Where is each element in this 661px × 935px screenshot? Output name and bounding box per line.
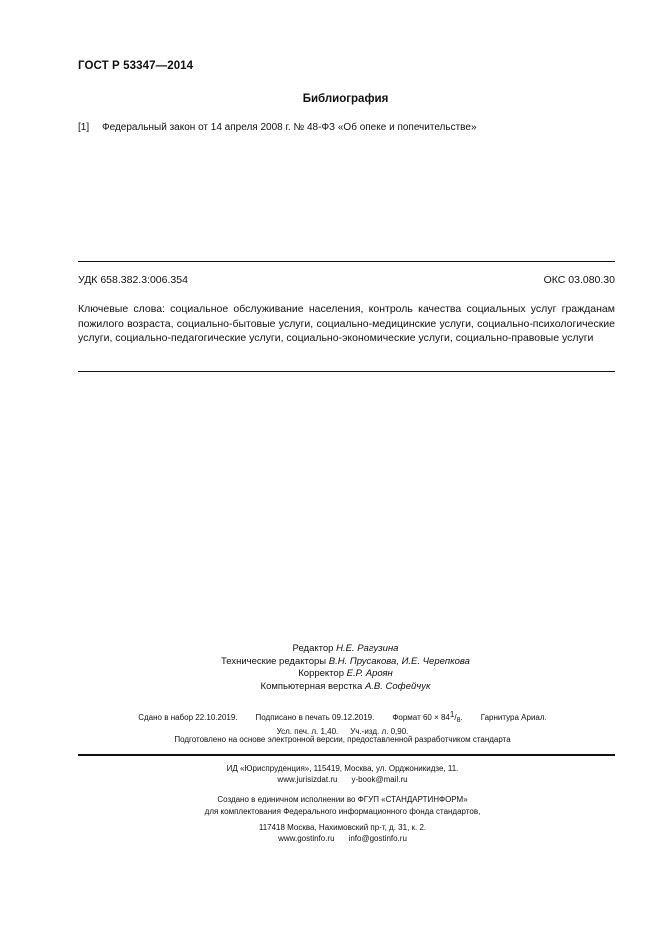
credits-block bbox=[0, 643, 661, 694]
imprint-line-1 bbox=[12, 709, 661, 726]
credit-editor: Редактор Н.Е. Рагузина bbox=[292, 643, 399, 654]
bibliography-item-number: [1] bbox=[78, 122, 90, 133]
standartinform-contacts bbox=[12, 833, 661, 844]
standartinform-website-link[interactable]: www.gostinfo.ru bbox=[278, 834, 335, 843]
corrector-name: Е.Р. Ароян bbox=[346, 668, 393, 680]
credit-corrector: Корректор Е.Р. Ароян bbox=[298, 668, 393, 680]
print-sheets: Усл. печ. л. 1,40. bbox=[276, 727, 339, 736]
divider-keywords bbox=[78, 371, 615, 372]
keywords-paragraph: Ключевые слова: социальное обслуживание населения, контроль качества социальных услуг гражданам пожилого возраста, социально-бытовые услуги, социально-медицинские услуги, социально-психологические услуги, социально-педагогические услуги, социально-экономические услуги, социально-правовые услуги bbox=[78, 303, 615, 344]
standartinform-email-link[interactable]: info@gostinfo.ru bbox=[348, 834, 407, 843]
publisher-sheets: Уч.-изд. л. 0,90. bbox=[350, 727, 409, 736]
publisher-contacts bbox=[12, 774, 661, 785]
signed-date: Подписано в печать 09.12.2019. bbox=[255, 713, 375, 722]
publisher-address: ИД «Юриспруденция», 115419, Москва, ул. Орджоникидзе, 11. bbox=[226, 764, 459, 773]
oks-code: ОКС 03.080.30 bbox=[543, 274, 615, 286]
divider-top bbox=[78, 261, 615, 262]
credit-layout: Компьютерная верстка А.В. Софейчук bbox=[260, 681, 431, 693]
submitted-date: Сдано в набор 22.10.2019. bbox=[138, 713, 238, 722]
prepared-note: Подготовлено на основе электронной версии, предоставленной разработчиком стандарта bbox=[174, 735, 511, 744]
standartinform-address: 117418 Москва, Нахимовский пр-т, д. 31, к. 2. bbox=[258, 823, 427, 832]
publisher-block bbox=[0, 763, 661, 785]
standartinform-block bbox=[0, 794, 661, 818]
udk-code: УДК 658.382.3:006.354 bbox=[78, 274, 188, 286]
standartinform-line-1: Создано в единичном исполнении во ФГУП «СТАНДАРТИНФОРМ» bbox=[217, 795, 468, 804]
paper-format: Формат $60 \times 84^1/_8$. bbox=[392, 710, 463, 724]
bibliography-item bbox=[78, 122, 477, 133]
publisher-email-link[interactable]: y-book@mail.ru bbox=[351, 775, 408, 784]
bibliography-title-text: Библиография bbox=[302, 93, 389, 105]
typeface: Гарнитура Ариал. bbox=[480, 713, 547, 722]
layout-name: А.В. Софейчук bbox=[364, 681, 431, 693]
standartinform-address-block bbox=[0, 822, 661, 844]
tech-editors-names: В.Н. Прусакова, И.Е. Черепкова bbox=[328, 655, 470, 667]
divider-footer bbox=[78, 754, 615, 756]
credit-tech-editors: Технические редакторы В.Н. Прусакова, И.Е. Черепкова bbox=[221, 655, 470, 667]
standard-code: ГОСТ Р 53347—2014 bbox=[78, 60, 194, 72]
imprint-block bbox=[0, 709, 661, 737]
standartinform-line-2: для комплектования Федерального информационного фонда стандартов, bbox=[204, 807, 481, 816]
bibliography-title bbox=[0, 93, 661, 105]
publisher-website-link[interactable]: www.jurisizdat.ru bbox=[277, 775, 338, 784]
bibliography-item-text: Федеральный закон от 14 апреля 2008 г. № 48-ФЗ «Об опеке и попечительстве» bbox=[102, 122, 477, 133]
editor-name: Н.Е. Рагузина bbox=[336, 643, 399, 654]
